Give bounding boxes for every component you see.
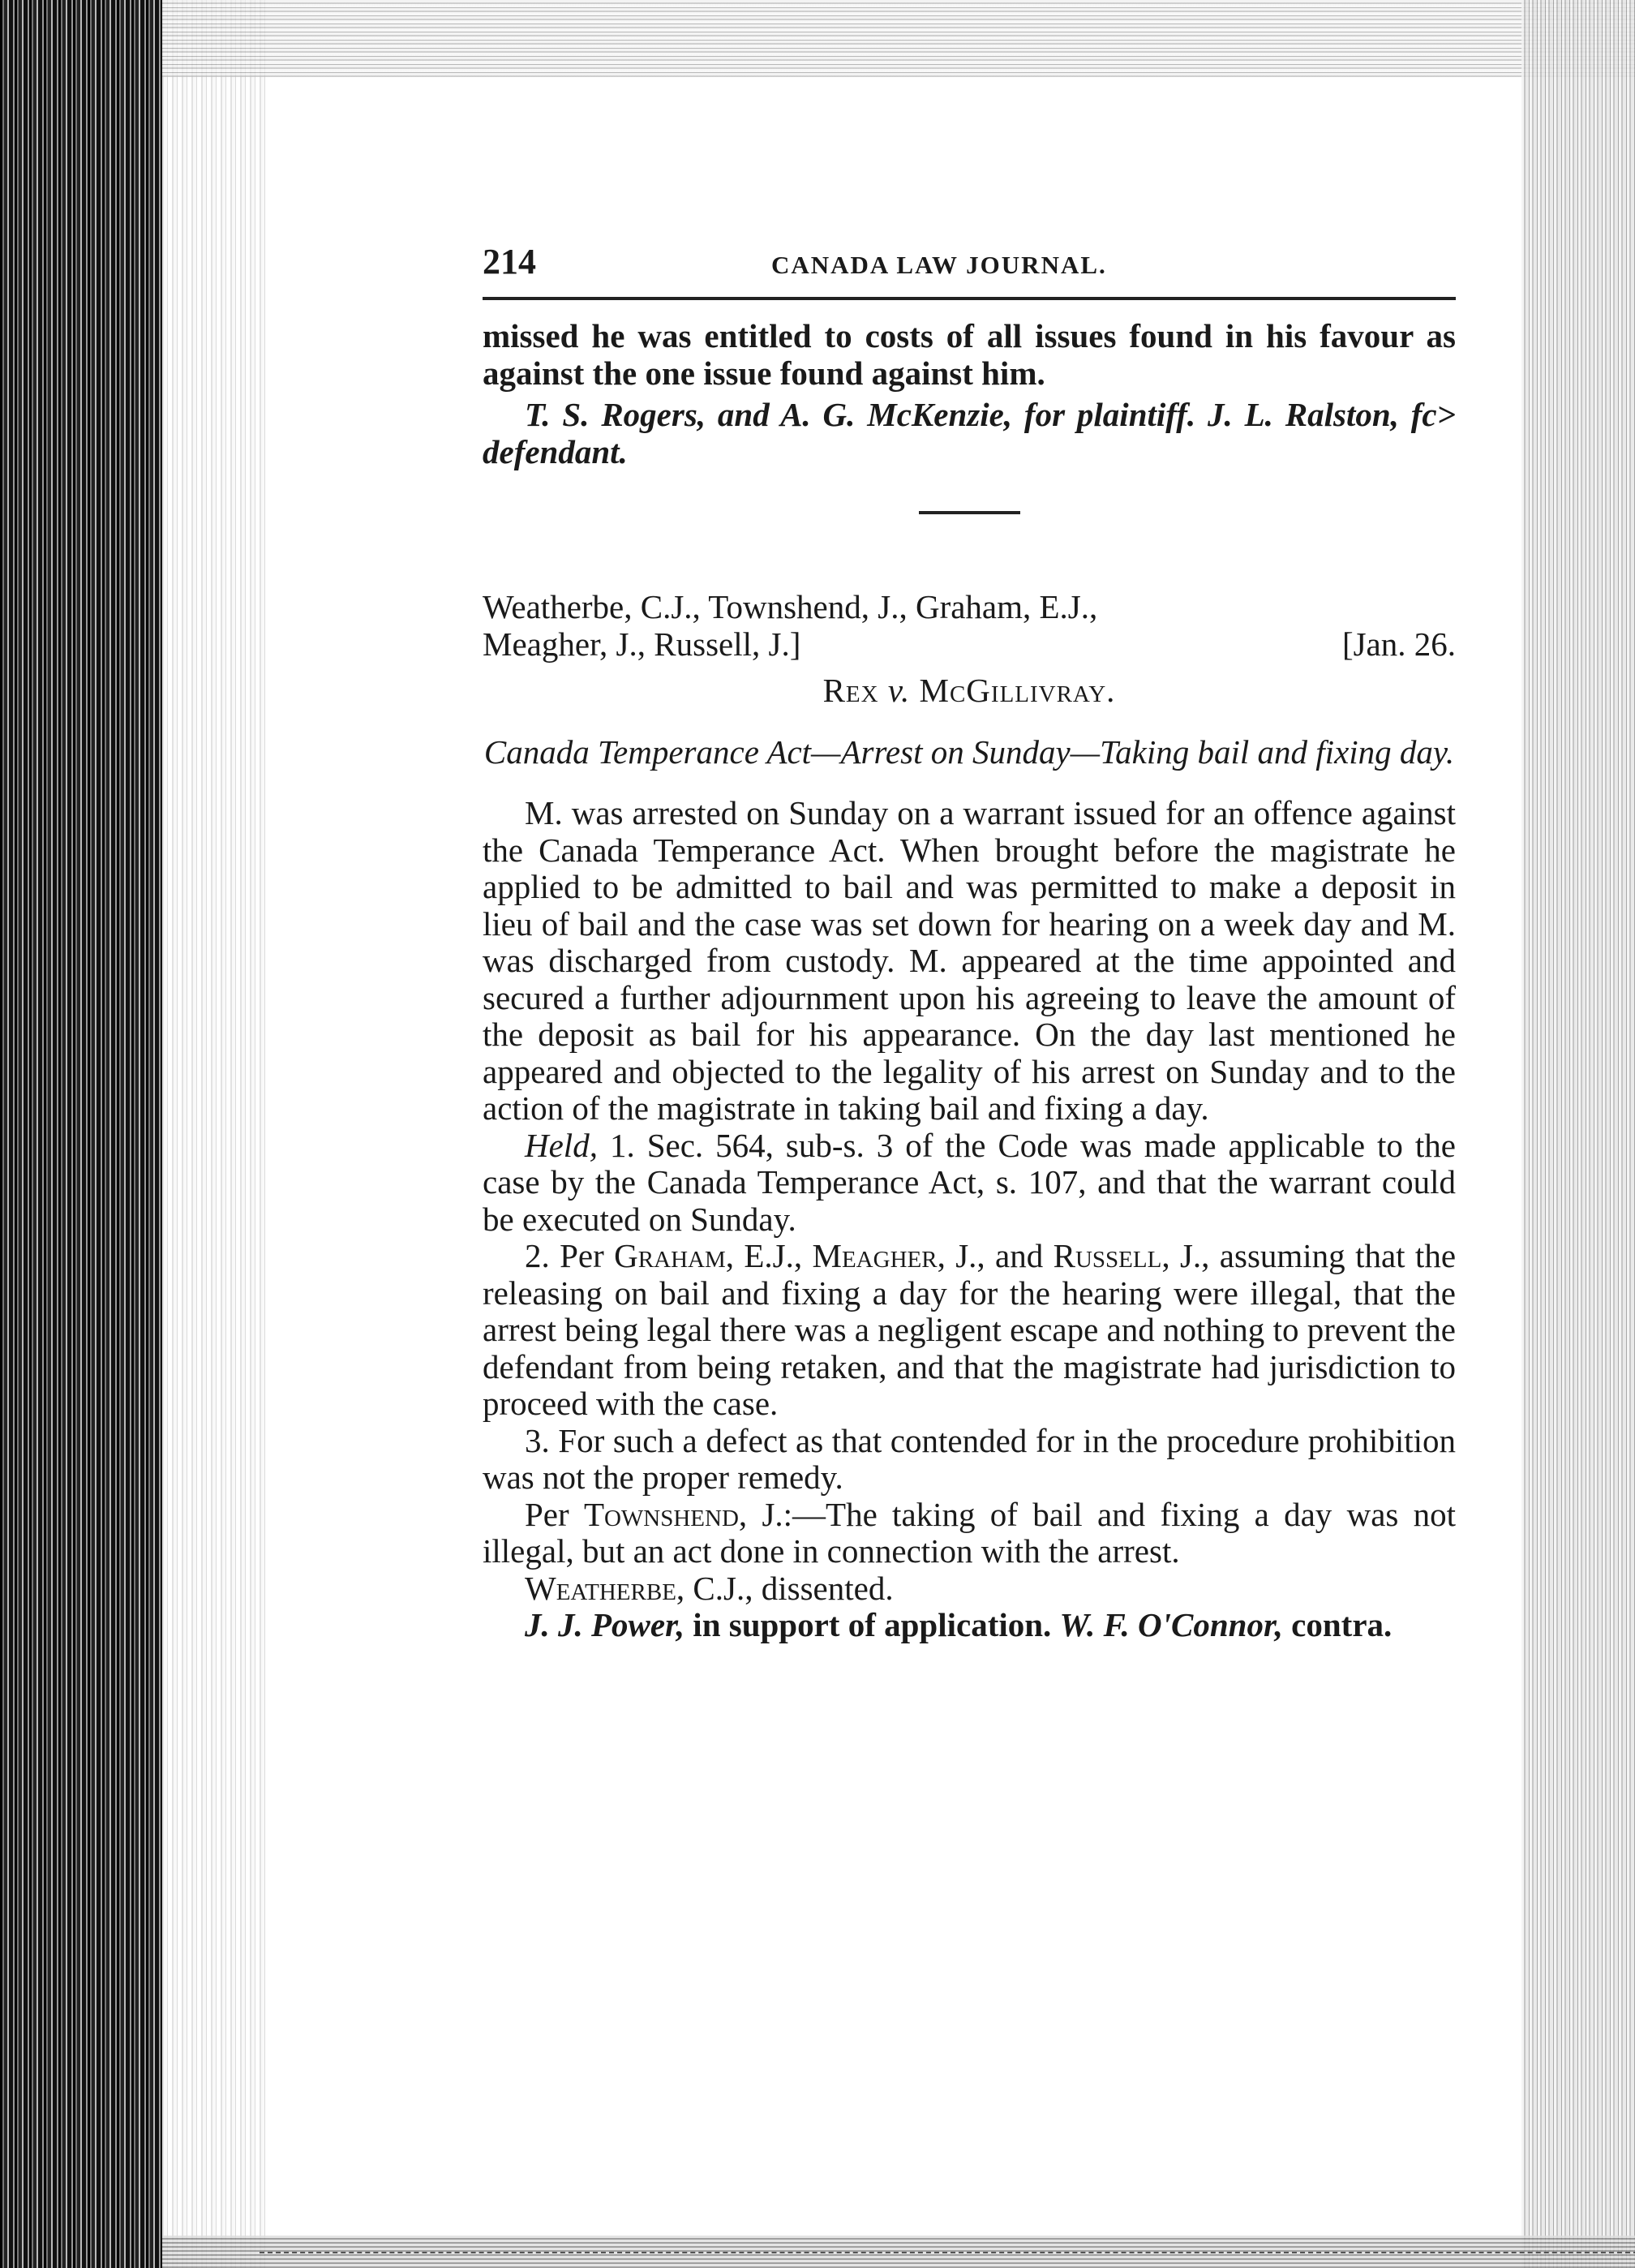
case-body bbox=[483, 795, 1456, 1644]
judges-line-1: Weatherbe, C.J., Townshend, J., Graham, E.J., bbox=[483, 588, 1098, 625]
held-2-prefix: 2. Per bbox=[525, 1237, 615, 1274]
judge-graham: Graham bbox=[614, 1237, 726, 1274]
townshend-text: , J.:—The taking of bail and fixing a day was not illegal, but an act done in connection with the arrest. bbox=[483, 1495, 1457, 1570]
scan-border-left bbox=[0, 0, 162, 2268]
dissent-paragraph bbox=[483, 1570, 1456, 1608]
counsel-applicant: J. J. Power, bbox=[525, 1606, 685, 1643]
previous-case-counsel bbox=[483, 397, 1456, 470]
counsel-end: contra. bbox=[1282, 1606, 1393, 1643]
judge-russell: Russell bbox=[1053, 1237, 1162, 1274]
previous-case-paragraph: missed he was entitled to costs of all issues found in his favour as against the one issue found against him. bbox=[483, 317, 1456, 392]
header-rule bbox=[483, 297, 1456, 300]
held-paragraph-3: 3. For such a defect as that contended for in the procedure prohibition was not the proper remedy. bbox=[483, 1421, 1456, 1496]
judge-townshend: Townshend bbox=[583, 1495, 739, 1533]
townshend-prefix: Per bbox=[525, 1495, 584, 1533]
held-2-mid-2: , J., and bbox=[937, 1237, 1054, 1274]
page-number: 214 bbox=[483, 242, 536, 281]
held-2-rest: , J., assuming that the releasing on bail and fixing a day for the hearing were illegal, that the arrest being legal there was a negligent escape and nothing to prevent the defendant from being retaken, and that the magistrate had jurisdiction to proceed with the case. bbox=[483, 1237, 1457, 1422]
townshend-paragraph bbox=[483, 1497, 1456, 1570]
judge-weatherbe: Weatherbe bbox=[525, 1569, 676, 1607]
journal-page bbox=[483, 243, 1456, 1644]
held-2-mid-1: , E.J., bbox=[725, 1237, 813, 1274]
scan-border-right bbox=[1521, 0, 1635, 2268]
facts-paragraph: M. was arrested on Sunday on a warrant issued for an offence against the Canada Temperance Act. When brought before the magistrate he applied to be admitted to bail and was permitted to make a deposit in lieu of bail and the case was set down for hearing on a week day and M. was discharged from custody. M. appeared at the time appointed and secured a further adjournment upon his agreeing to leave the amount of the deposit as bail for his appearance. On the day last mentioned he appeared and objected to the legality of his arrest on Sunday and to the action of the magistrate in taking bail and fixing a day. bbox=[483, 794, 1456, 1127]
previous-case-counsel-text: T. S. Rogers, and A. G. McKenzie, for plaintiff. J. L. Ralston, fc˃ defendant. bbox=[483, 396, 1456, 470]
counsel-paragraph bbox=[483, 1607, 1456, 1644]
decision-date: [Jan. 26. bbox=[1341, 625, 1456, 663]
judges-block bbox=[483, 589, 1456, 663]
bottom-edge-line bbox=[260, 2252, 1635, 2253]
held-1-text: 1. Sec. 564, sub-s. 3 of the Code was made applicable to the case by the Canada Temperance Act, s. 107, and that the warrant could be executed on Sunday. bbox=[483, 1126, 1456, 1238]
judges-line-2: Meagher, J., Russell, J.] bbox=[483, 625, 801, 663]
scan-border-left-fade bbox=[162, 0, 268, 2268]
scan-border-top bbox=[162, 0, 1635, 77]
case-name bbox=[483, 672, 1456, 710]
page-header bbox=[483, 243, 1456, 289]
headnote: Canada Temperance Act—Arrest on Sunday—Taking bail and fixing day. bbox=[483, 732, 1455, 771]
judge-meagher: Meagher bbox=[812, 1237, 938, 1274]
case-name-defendant: McGillivray. bbox=[919, 672, 1116, 709]
counsel-respondent: W. F. O'Connor, bbox=[1059, 1606, 1283, 1643]
held-paragraph-2 bbox=[483, 1238, 1456, 1423]
judges-line-2-row bbox=[483, 626, 1456, 664]
counsel-mid: in support of application. bbox=[684, 1606, 1060, 1643]
case-name-rex: Rex bbox=[822, 672, 879, 709]
held-label: Held, bbox=[525, 1126, 598, 1164]
held-paragraph-1 bbox=[483, 1128, 1456, 1239]
running-title: CANADA LAW JOURNAL. bbox=[771, 251, 1107, 279]
case-name-v: v. bbox=[878, 672, 920, 709]
dissent-text: , C.J., dissented. bbox=[676, 1569, 894, 1607]
case-separator bbox=[919, 511, 1020, 514]
